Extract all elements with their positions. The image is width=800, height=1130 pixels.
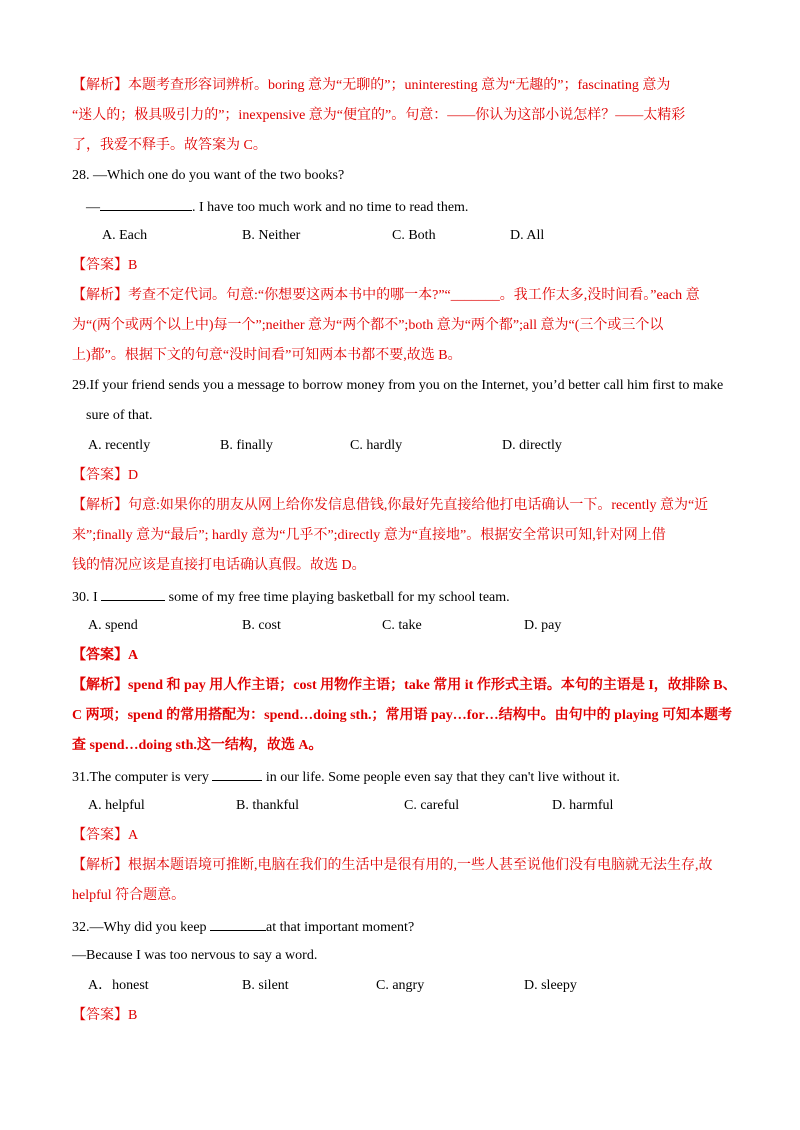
question-30-option-a: A. spend (88, 618, 138, 633)
explanation-28-line-2: 为“(两个或两个以上中)每一个”;neither 意为“两个都不”;both 意为“两个都”;all 意为“(三个或三个以 (72, 318, 664, 333)
explanation-30-line-2: C 两项；spend 的常用搭配为：spend…doing sth.；常用语 pay…for…结构中。由句中的 playing 可知本题考 (72, 708, 733, 723)
explanation-31-line-1: 【解析】根据本题语境可推断,电脑在我们的生活中是很有用的,一些人甚至说他们没有电脑就无法生存,故 (72, 858, 713, 873)
question-29-stem-line-1: 29.If your friend sends you a message to borrow money from you on the Internet, you’d better call him first to make (72, 378, 724, 393)
explanation-30-line-1: 【解析】spend 和 pay 用人作主语；cost 用物作主语；take 常用 it 作形式主语。本句的主语是 I，故排除 B、 (72, 678, 737, 693)
answer-28: 【答案】B (72, 258, 138, 273)
answer-31: 【答案】A (72, 828, 139, 843)
explanation-27-line-1: 【解析】本题考查形容词辨析。boring 意为“无聊的”；uninteresting 意为“无趣的”；fascinating 意为 (72, 78, 671, 93)
answer-29: 【答案】D (72, 468, 139, 483)
explanation-29-line-1: 【解析】句意:如果你的朋友从网上给你发信息借钱,你最好先直接给他打电话确认一下。recently 意为“近 (72, 498, 709, 513)
answer-32: 【答案】B (72, 1008, 138, 1023)
question-31-option-c: C. careful (404, 798, 460, 813)
answer-blank (212, 766, 262, 781)
explanation-29-line-2: 来”;finally 意为“最后”; hardly 意为“几乎不”;directly 意为“直接地”。根据安全常识可知,针对网上借 (72, 528, 666, 543)
question-32-reply: —Because I was too nervous to say a word. (72, 948, 318, 963)
question-28-option-c: C. Both (392, 228, 436, 243)
question-32-option-a: A．honest (88, 978, 149, 993)
answer-30: 【答案】A (72, 648, 139, 663)
question-30-stem-prefix: 30. I (72, 590, 102, 605)
answer-blank (101, 586, 165, 601)
question-29-stem-line-2: sure of that. (86, 408, 153, 423)
question-30-stem-suffix: some of my free time playing basketball for my school team. (165, 590, 510, 605)
question-31-option-a: A. helpful (88, 798, 145, 813)
question-32-option-d: D. sleepy (524, 978, 577, 993)
question-31-stem-suffix: in our life. Some people even say that they can't live without it. (262, 770, 620, 785)
question-28-option-b: B. Neither (242, 228, 301, 243)
answer-blank (100, 196, 192, 211)
question-31-stem (72, 766, 620, 788)
question-30-stem (72, 586, 510, 608)
question-28-reply (86, 196, 468, 218)
explanation-31-line-2: helpful 符合题意。 (72, 888, 186, 903)
question-32-stem-prefix: 32.—Why did you keep (72, 920, 211, 935)
question-31-stem-prefix: 31.The computer is very (72, 770, 213, 785)
explanation-27-line-3: 了，我爱不释手。故答案为 C。 (72, 138, 267, 153)
explanation-28-line-1: 【解析】考查不定代词。句意:“你想要这两本书中的哪一本?”“_______。我工作太多,没时间看。”each 意 (72, 288, 700, 303)
question-29-option-c: C. hardly (350, 438, 403, 453)
question-28-reply-prefix: — (86, 200, 100, 215)
explanation-28-line-3: 上)都”。根据下文的句意“没时间看”可知两本书都不要,故选 B。 (72, 348, 462, 363)
question-29-option-b: B. finally (220, 438, 273, 453)
question-32-option-c: C. angry (376, 978, 425, 993)
question-30-option-b: B. cost (242, 618, 281, 633)
question-29-option-d: D. directly (502, 438, 562, 453)
question-30-option-c: C. take (382, 618, 422, 633)
question-28-stem: 28. —Which one do you want of the two books? (72, 168, 345, 183)
question-31-option-b: B. thankful (236, 798, 299, 813)
question-32-stem (72, 916, 414, 938)
question-31-option-d: D. harmful (552, 798, 614, 813)
question-29-option-a: A. recently (88, 438, 151, 453)
explanation-29-line-3: 钱的情况应该是直接打电话确认真假。故选 D。 (72, 558, 366, 573)
question-28-reply-suffix: . I have too much work and no time to read them. (192, 200, 469, 215)
question-30-option-d: D. pay (524, 618, 562, 633)
question-28-option-d: D. All (510, 228, 545, 243)
answer-blank (210, 916, 266, 931)
question-28-option-a: A. Each (102, 228, 148, 243)
explanation-27-line-2: “迷人的；极具吸引力的”；inexpensive 意为“便宜的”。句意：——你认为这部小说怎样？——太精彩 (72, 108, 686, 123)
question-32-stem-suffix: at that important moment? (266, 920, 415, 935)
question-32-option-b: B. silent (242, 978, 289, 993)
explanation-30-line-3: 查 spend…doing sth.这一结构，故选 A。 (72, 738, 323, 753)
